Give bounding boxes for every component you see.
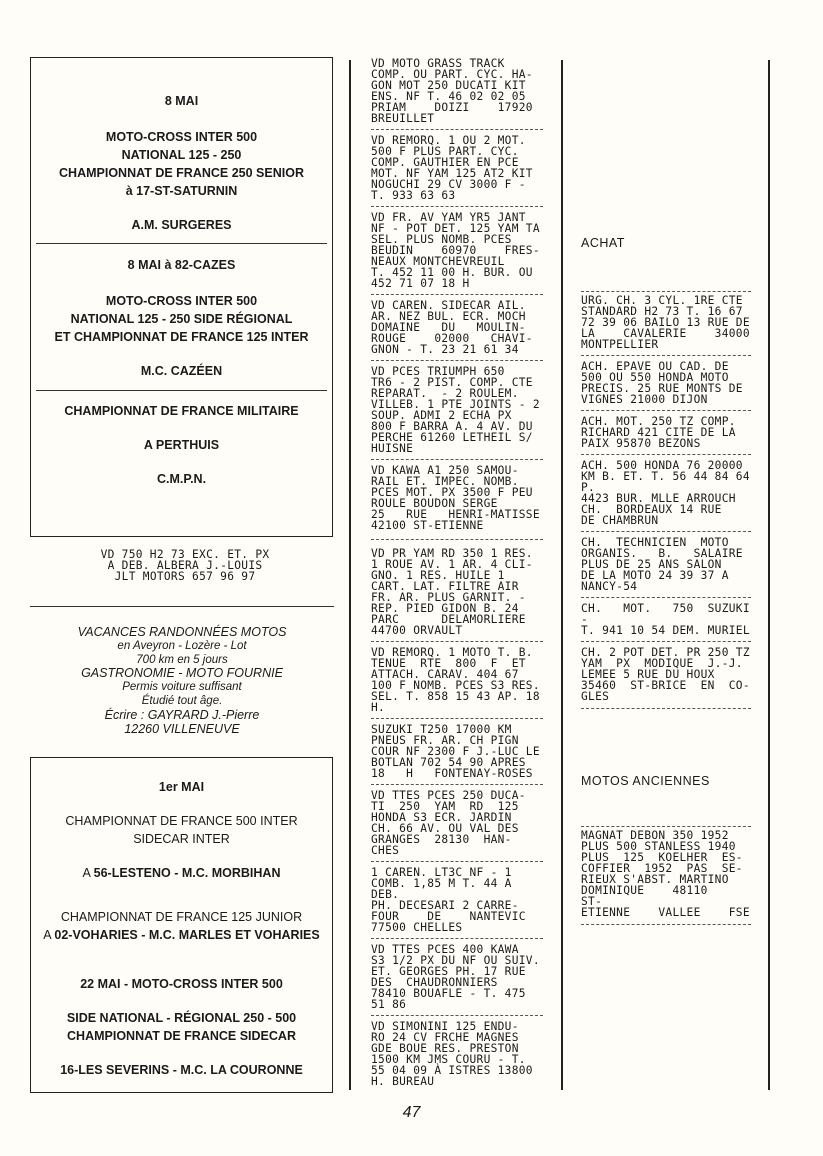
classified-ad: SUZUKI T250 17000 KM PNEUS FR. AR. CH PIGN COUR NF 2300 F J.-LUC LE BOTLAN 702 54 90 APRES 18 H FONTENAY-ROSES: [371, 723, 540, 780]
event-line: SIDE NATIONAL - RÉGIONAL 250 - 500: [66, 1011, 297, 1025]
vacances-line: Permis voiture suffisant: [122, 681, 242, 694]
event-place: 02-VOHARIES - M.C. MARLES ET VOHARIES: [54, 928, 320, 942]
anciennes-column: [581, 826, 751, 931]
divider: [36, 390, 327, 391]
ad-separator: [581, 410, 751, 411]
event-box-mai: [30, 57, 333, 537]
classified-ad: VD FR. AV YAM YR5 JANT NF - POT DET. 125 YAM TA SEL. PLUS NOMB. PCES BEUDIN 60970 FRES- NEAUX MONTCHEVREUIL T. 452 11 00 H. BUR. OU 452 71 07 18 H: [371, 211, 540, 290]
vacances-line: GASTRONOMIE - MOTO FOURNIE: [81, 666, 283, 681]
ad-separator: [581, 597, 751, 598]
classified-ad: CH. 2 POT DET. PR 250 TZ YAM PX MODIQUE J.-J. LEMEE 5 RUE DU HOUX 35460 ST-BRICE EN CO- GLES: [581, 646, 750, 703]
event-prefix: A: [82, 866, 94, 880]
page-number: 47: [402, 1104, 421, 1121]
vacances-title: VACANCES RANDONNÉES MOTOS: [77, 625, 287, 639]
event-line: [31, 864, 332, 882]
ad-separator: [371, 129, 543, 130]
ad-separator: [371, 938, 543, 939]
event-date: 8 MAI: [164, 94, 199, 108]
ad-separator: [581, 708, 751, 709]
classifieds-column: [371, 58, 543, 1087]
event-line: CHAMPIONNAT DE FRANCE 250 SENIOR: [59, 166, 304, 180]
event-box-1er-mai: [30, 757, 333, 1093]
vacances-ad: [30, 626, 334, 736]
ad-separator: [581, 355, 751, 356]
event-club: A.M. SURGERES: [131, 218, 232, 232]
event-date: 8 MAI à 82-CAZES: [127, 258, 236, 272]
classified-ad: VD KAWA A1 250 SAMOU- RAIL ET. IMPEC. NOMB. PCES MOT. PX 3500 F PEU ROULE BOUDON SERGE 25 RUE HENRI-MATISSE 42100 ST-ETIENNE: [371, 464, 540, 532]
classified-ad: ACH. 500 HONDA 76 20000 KM B. ET. T. 56 44 84 64 P. 4423 BUR. MLLE ARROUCH CH. BORDEAUX 14 RUE DE CHAMBRUN: [581, 459, 750, 527]
anciennes-heading: MOTOS ANCIENNES: [581, 774, 710, 788]
event-line: CHAMPIONNAT DE FRANCE SIDECAR: [67, 1029, 296, 1043]
vacances-line: 12260 VILLENEUVE: [124, 721, 240, 736]
ad-separator: [581, 924, 751, 925]
classified-ad: VD TTES PCES 400 KAWA S3 1/2 PX DU NF OU SUIV. ET. GEORGES PH. 17 RUE DES CHAUDRONNIERS 78410 BOUAFLE - T. 475 51 86: [371, 943, 540, 1011]
event-line: à 17-ST-SATURNIN: [125, 184, 238, 198]
event-title: CHAMPIONNAT DE FRANCE MILITAIRE: [64, 404, 299, 418]
event-line: MOTO-CROSS INTER 500: [105, 294, 258, 308]
column-rule: [349, 60, 351, 1090]
classified-ad: ACH. MOT. 250 TZ COMP. RICHARD 421 CITE DE LA PAIX 95870 BEZONS: [581, 415, 736, 450]
ad-separator: [371, 294, 543, 295]
ad-separator: [371, 539, 543, 540]
classified-ad: VD 750 H2 73 EXC. ET. PX A DEB. ALBERA J.-LOUIS JLT MOTORS 657 96 97: [100, 548, 270, 583]
classified-ad: ACH. EPAVE OU CAD. DE 500 OU 550 HONDA MOTO PRECIS. 25 RUE MONTS DE VIGNES 21000 DIJON: [581, 360, 743, 406]
event-line: ET CHAMPIONNAT DE FRANCE 125 INTER: [54, 330, 309, 344]
column-rule: [768, 60, 770, 1090]
ad-separator: [371, 360, 543, 361]
ad-separator: [581, 454, 751, 455]
event-line: MOTO-CROSS INTER 500: [105, 130, 258, 144]
classified-ad: VD PR YAM RD 350 1 RES. 1 ROUE AV. 1 AR. 4 CLI- GNO. 1 RES. HUILE 1 CART. LAT. FILTRE AIR FR. AR. PLUS GARNIT. - REP. PIED GIDON B. 24 PARC DELAMORLIERE 44700 ORVAULT: [371, 547, 533, 637]
event-line: 16-LES SEVERINS - M.C. LA COURONNE: [60, 1063, 303, 1077]
event-club: M.C. CAZÉEN: [140, 364, 223, 378]
event-line: SIDECAR INTER: [133, 832, 230, 846]
classified-ad: VD SIMONINI 125 ENDU- RO 24 CV FRCHE MAGNES GDE BOUE RES. PRESTON 1500 KM JMS COURU - T. 55 04 09 À ISTRES 13800 H. BUREAU: [371, 1020, 533, 1088]
event-line: NATIONAL 125 - 250 SIDE RÉGIONAL: [70, 312, 293, 326]
ad-separator: [371, 861, 543, 862]
event-date: 1er MAI: [158, 780, 205, 794]
event-line: 22 MAI - MOTO-CROSS INTER 500: [80, 977, 283, 991]
classified-ad: CH. TECHNICIEN MOTO ORGANIS. B. SALAIRE PLUS DE 25 ANS SALON DE LA MOTO 24 39 37 A NANCY-54: [581, 536, 743, 593]
classified-ad: VD CAREN. SIDECAR AIL. AR. NEZ BUL. ECR. MOCH DOMAINE DU MOULIN- ROUGE 02000 CHAVI- GNON - T. 23 21 61 34: [371, 299, 533, 356]
classified-ad: VD MOTO GRASS TRACK COMP. OU PART. CYC. HA- GON MOT 250 DUCATI KIT ENS. NF T. 46 02 02 05 PRIAM DOIZI 17920 BREUILLET: [371, 57, 533, 125]
classified-ad: VD PCES TRIUMPH 650 TR6 - 2 PIST. COMP. CTE REPARAT. - 2 ROULEM. VILLEB. 1 PTE JOINTS - 2 SOUP. ADMI 2 ECHA PX 800 F BARRA A. 4 AV. DU PERCHE 61260 LETHEIL S/ HUISNE: [371, 365, 540, 455]
ad-separator: [371, 206, 543, 207]
ad-separator: [371, 784, 543, 785]
classified-ad: CH. MOT. 750 SUZUKI - T. 941 10 54 DEM. MURIEL: [581, 602, 750, 637]
achat-heading: ACHAT: [581, 236, 625, 250]
classified-ad: VD REMORQ. 1 MOTO T. B. TENUE RTE 800 F ET ATTACH. CARAV. 404 67 100 F NOMB. PCES S3 RES. SEL. T. 858 15 43 AP. 18 H.: [371, 646, 540, 714]
divider: [30, 606, 334, 607]
divider: [36, 243, 327, 244]
vacances-line: en Aveyron - Lozère - Lot: [117, 639, 247, 652]
achat-column: [581, 291, 751, 715]
ad-separator: [581, 531, 751, 532]
event-line: [31, 926, 332, 944]
ad-separator: [371, 718, 543, 719]
event-place: 56-LESTENO - M.C. MORBIHAN: [93, 866, 281, 880]
classified-ad: URG. CH. 3 CYL. 1RE CTE STANDARD H2 73 T. 16 67 72 39 06 BAILO 13 RUE DE LA CAVALERIE 34000 MONTPELLIER: [581, 294, 750, 351]
ad-separator: [581, 826, 751, 827]
classified-ad: VD TTES PCES 250 DUCA- TI 250 YAM RD 125 HONDA S3 ECR. JARDIN CH. 66 AV. OU VAL DES GRANGES 28130 HAN- CHES: [371, 789, 526, 857]
event-line: CHAMPIONNAT DE FRANCE 500 INTER: [65, 814, 298, 828]
ad-separator: [581, 641, 751, 642]
classified-ad: MAGNAT DEBON 350 1952 PLUS 500 STANLESS 1940 PLUS 125 KOELHER ES- COFFIER 1952 PAS SE- RIEUX S'ABST. MARTINO DOMINIQUE 48110 ST- ETIENNE VALLEE FSE: [581, 829, 750, 919]
classified-ad: VD REMORQ. 1 OU 2 MOT. 500 F PLUS PART. CYC. COMP. GAUTHIER EN PCE MOT. NF YAM 125 AT2 KIT NOGUCHI 29 CV 3000 F - T. 933 63 63: [371, 134, 533, 202]
ad-separator: [371, 459, 543, 460]
vacances-line: Écrire : GAYRARD J.-Pierre: [104, 707, 260, 722]
event-club: C.M.P.N.: [156, 472, 207, 486]
event-line: NATIONAL 125 - 250: [121, 148, 242, 162]
ad-separator: [371, 641, 543, 642]
vacances-line: 700 km en 5 jours: [136, 653, 228, 666]
event-line: CHAMPIONNAT DE FRANCE 125 JUNIOR: [60, 910, 303, 924]
classified-ad: 1 CAREN. LT3C NF - 1 COMB. 1,85 M T. 44 A DEB. PH. DECESARI 2 CARRE- FOUR DE NANTEVIC 77500 CHELLES: [371, 866, 526, 934]
vacances-line: Étudié tout âge.: [141, 694, 223, 707]
ad-separator: [371, 1015, 543, 1016]
event-prefix: A: [43, 928, 55, 942]
event-place: A PERTHUIS: [143, 438, 220, 452]
ad-separator: [581, 291, 751, 292]
column-rule: [561, 60, 563, 1090]
